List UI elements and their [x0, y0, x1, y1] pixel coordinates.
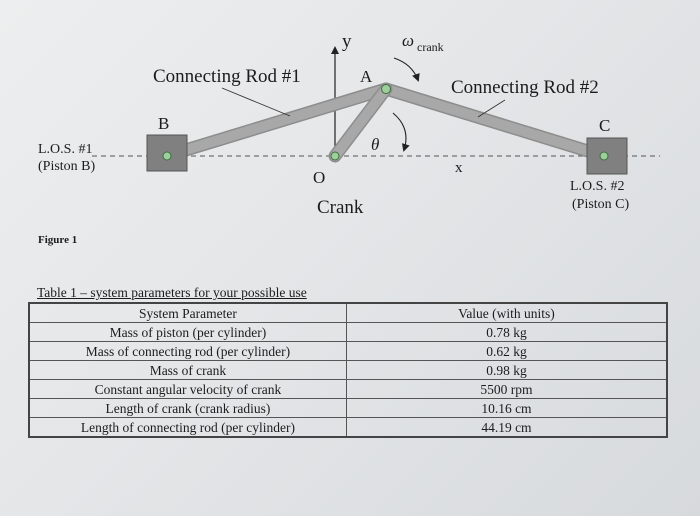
los1-line2: (Piston B) — [38, 159, 96, 174]
table-row — [29, 361, 667, 380]
table-row — [29, 342, 667, 361]
table-row — [29, 399, 667, 418]
los2-line2: (Piston C) — [572, 197, 630, 212]
header-parameter: System Parameter — [29, 303, 346, 323]
x-axis-label: x — [455, 160, 463, 176]
figure-caption: Figure 1 — [38, 234, 78, 246]
table-row — [29, 418, 667, 438]
param-rod-length: Length of connecting rod (per cylinder) — [29, 418, 346, 438]
connecting-rod-1-label: Connecting Rod #1 — [153, 66, 301, 87]
crank-label: Crank — [317, 197, 364, 218]
theta-label: θ — [371, 135, 380, 154]
table-row — [29, 323, 667, 342]
los2-line1: L.O.S. #2 — [570, 179, 625, 194]
y-axis-label: y — [342, 31, 352, 52]
omega-arrow — [394, 58, 418, 80]
param-crank-length: Length of crank (crank radius) — [29, 399, 346, 418]
value-crank-length: 10.16 cm — [346, 399, 667, 418]
table-caption: Table 1 – system parameters for your possible use — [37, 285, 307, 300]
pin-b — [163, 152, 171, 160]
param-mass-crank: Mass of crank — [29, 361, 346, 380]
system-parameters-table — [28, 302, 668, 438]
point-b-label: B — [158, 114, 170, 133]
omega-subscript: crank — [417, 40, 444, 54]
pin-o — [331, 152, 339, 160]
value-mass-crank: 0.98 kg — [346, 361, 667, 380]
table-row — [29, 380, 667, 399]
los1-line1: L.O.S. #1 — [38, 142, 93, 157]
value-angular-velocity: 5500 rpm — [346, 380, 667, 399]
value-mass-rod: 0.62 kg — [346, 342, 667, 361]
value-mass-piston: 0.78 kg — [346, 323, 667, 342]
point-a-label: A — [360, 67, 373, 86]
theta-arrow — [393, 113, 406, 150]
connecting-rod-2-label: Connecting Rod #2 — [451, 77, 599, 98]
header-value: Value (with units) — [346, 303, 667, 323]
origin-label: O — [313, 168, 326, 187]
param-mass-rod: Mass of connecting rod (per cylinder) — [29, 342, 346, 361]
leader-rod-2 — [478, 100, 505, 117]
pin-a — [382, 85, 391, 94]
param-angular-velocity: Constant angular velocity of crank — [29, 380, 346, 399]
table-header-row — [29, 303, 667, 323]
omega-symbol: ω — [402, 31, 415, 50]
point-c-label: C — [599, 116, 611, 135]
value-rod-length: 44.19 cm — [346, 418, 667, 438]
leader-rod-1 — [222, 88, 290, 116]
param-mass-piston: Mass of piston (per cylinder) — [29, 323, 346, 342]
pin-c — [600, 152, 608, 160]
